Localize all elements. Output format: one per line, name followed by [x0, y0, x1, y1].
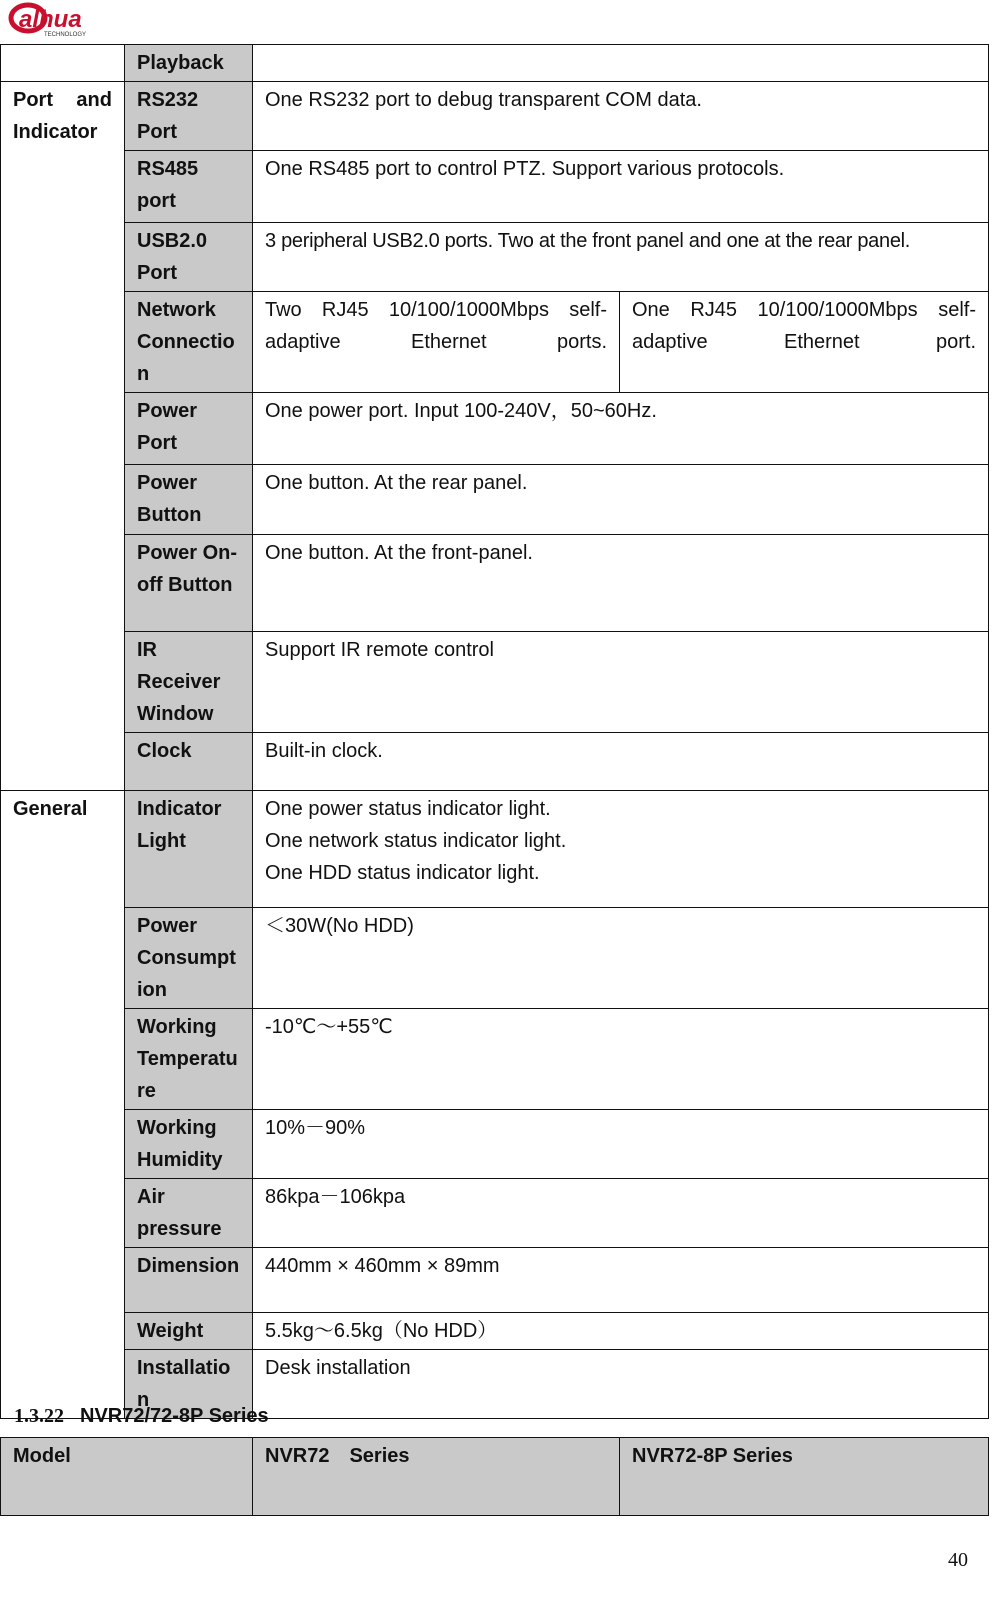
row-value-left: Two RJ45 10/100/1000Mbps self-adaptive Ethernet ports.: [253, 292, 620, 393]
row-value: One button. At the rear panel.: [253, 465, 989, 535]
row-label: RS485 port: [125, 151, 253, 223]
row-value: [253, 791, 989, 908]
row-label: Power Button: [125, 465, 253, 535]
row-label-playback: Playback: [125, 45, 253, 82]
row-value: Support IR remote control: [253, 632, 989, 733]
indicator-line: One HDD status indicator light.: [265, 862, 540, 884]
row-label: Weight: [125, 1313, 253, 1350]
indicator-line: One power status indicator light.: [265, 798, 551, 820]
model-table: [0, 1437, 989, 1516]
row-value: 440mm × 460mm × 89mm: [253, 1248, 989, 1313]
model-label: Model: [1, 1438, 253, 1516]
section-title: NVR72/72-8P Series: [80, 1405, 269, 1427]
model-col-1: NVR72 Series: [253, 1438, 620, 1516]
category-general: General: [1, 791, 125, 1419]
row-label: Power Port: [125, 393, 253, 465]
row-value: One power port. Input 100-240V，50~60Hz.: [253, 393, 989, 465]
row-label: Working Humidity: [125, 1110, 253, 1179]
row-value: ＜30W(No HDD): [253, 908, 989, 1009]
section-number: 1.3.22: [14, 1405, 64, 1427]
row-value-playback: [253, 45, 989, 82]
model-col-2: NVR72-8P Series: [620, 1438, 989, 1516]
section-heading: [14, 1405, 269, 1428]
row-value: One button. At the front-panel.: [253, 535, 989, 632]
row-value: -10℃～+55℃: [253, 1009, 989, 1110]
row-label: Indicator Light: [125, 791, 253, 908]
page-number: 40: [948, 1549, 968, 1571]
row-value: 5.5kg～6.5kg（No HDD）: [253, 1313, 989, 1350]
row-label: Clock: [125, 733, 253, 791]
row-value: Desk installation: [253, 1350, 989, 1419]
dahua-logo: [6, 2, 124, 38]
row-value: 86kpa－106kpa: [253, 1179, 989, 1248]
row-label: IR Receiver Window: [125, 632, 253, 733]
row-value: 10%－90%: [253, 1110, 989, 1179]
row-value: One RS232 port to debug transparent COM data.: [253, 82, 989, 151]
row-label: Network Connection: [125, 292, 253, 393]
row-label: RS232 Port: [125, 82, 253, 151]
category-port-indicator: Port and Indicator: [1, 82, 125, 791]
row-label: Power Consumption: [125, 908, 253, 1009]
row-label: Air pressure: [125, 1179, 253, 1248]
logo-subtext: TECHNOLOGY: [44, 32, 87, 38]
row-label: USB2.0 Port: [125, 223, 253, 292]
row-label: Working Temperature: [125, 1009, 253, 1110]
logo-text: alhua: [19, 6, 82, 33]
row-value: One RS485 port to control PTZ. Support various protocols.: [253, 151, 989, 223]
row-value: 3 peripheral USB2.0 ports. Two at the front panel and one at the rear panel.: [253, 223, 989, 292]
row-value: Built-in clock.: [253, 733, 989, 791]
row-label: Dimension: [125, 1248, 253, 1313]
row-label: Power On-off Button: [125, 535, 253, 632]
row-label: Installation: [125, 1350, 253, 1419]
spec-table: [0, 44, 989, 1419]
empty-cell: [1, 45, 125, 82]
indicator-line: One network status indicator light.: [265, 830, 567, 852]
row-value-right: One RJ45 10/100/1000Mbps self-adaptive Ethernet port.: [620, 292, 989, 393]
